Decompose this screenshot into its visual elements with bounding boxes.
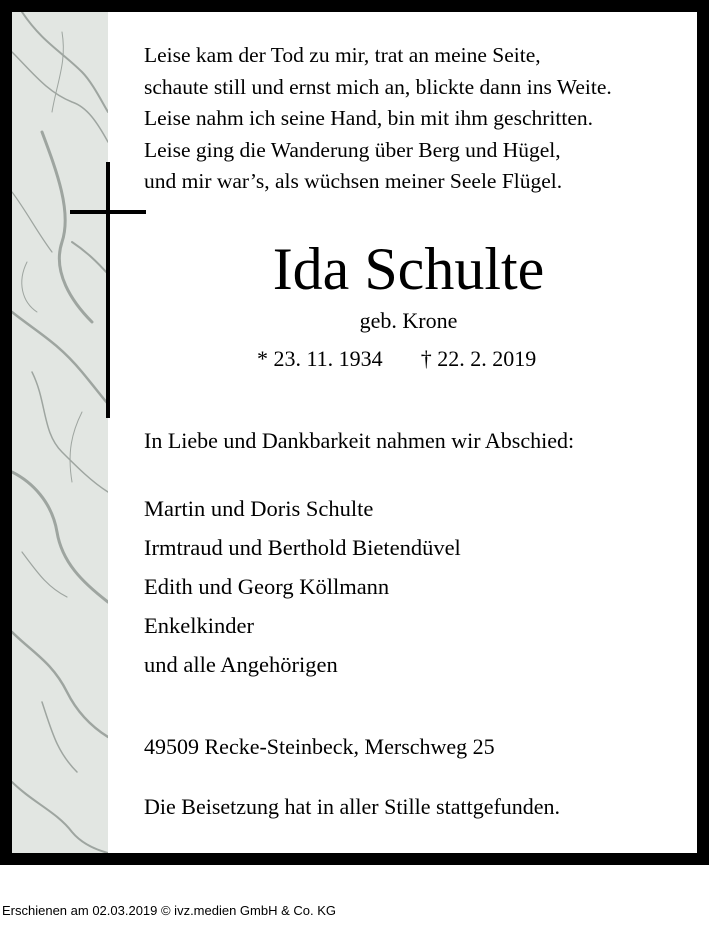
mourner: und alle Angehörigen (144, 652, 338, 677)
mourner: Martin und Doris Schulte (144, 496, 374, 521)
publication-footer: Erschienen am 02.03.2019 © ivz.medien GmbH & Co. KG (2, 903, 337, 918)
mourners-list (144, 489, 461, 684)
life-dates (257, 345, 536, 373)
farewell-line: In Liebe und Dankbarkeit nahmen wir Abschied: (144, 428, 575, 453)
poem-line: Leise kam der Tod zu mir, trat an meine Seite, (144, 43, 541, 67)
poem (144, 40, 694, 198)
address: 49509 Recke-Steinbeck, Merschweg 25 (144, 734, 495, 759)
cross-horizontal-bar (70, 210, 146, 214)
deceased-name: Ida Schulte (272, 236, 545, 302)
mourner: Enkelkinder (144, 613, 254, 638)
poem-line: Leise ging die Wanderung über Berg und Hügel, (144, 137, 561, 162)
marble-texture (12, 12, 108, 853)
poem-line: Leise nahm ich seine Hand, bin mit ihm geschritten. (144, 106, 594, 130)
birth-date: * 23. 11. 1934 (257, 346, 383, 371)
maiden-name: geb. Krone (359, 308, 458, 333)
poem-line: schaute still und ernst mich an, blickte dann ins Weite. (144, 74, 612, 99)
poem-line: und mir war’s, als wüchsen meiner Seele Flügel. (144, 169, 563, 193)
mourner: Edith und Georg Köllmann (144, 574, 390, 599)
mourner: Irmtraud und Berthold Bietendüvel (144, 535, 461, 560)
marble-strip (12, 12, 108, 853)
death-date: † 22. 2. 2019 (420, 346, 537, 371)
burial-note: Die Beisetzung hat in aller Stille stattgefunden. (144, 794, 561, 819)
